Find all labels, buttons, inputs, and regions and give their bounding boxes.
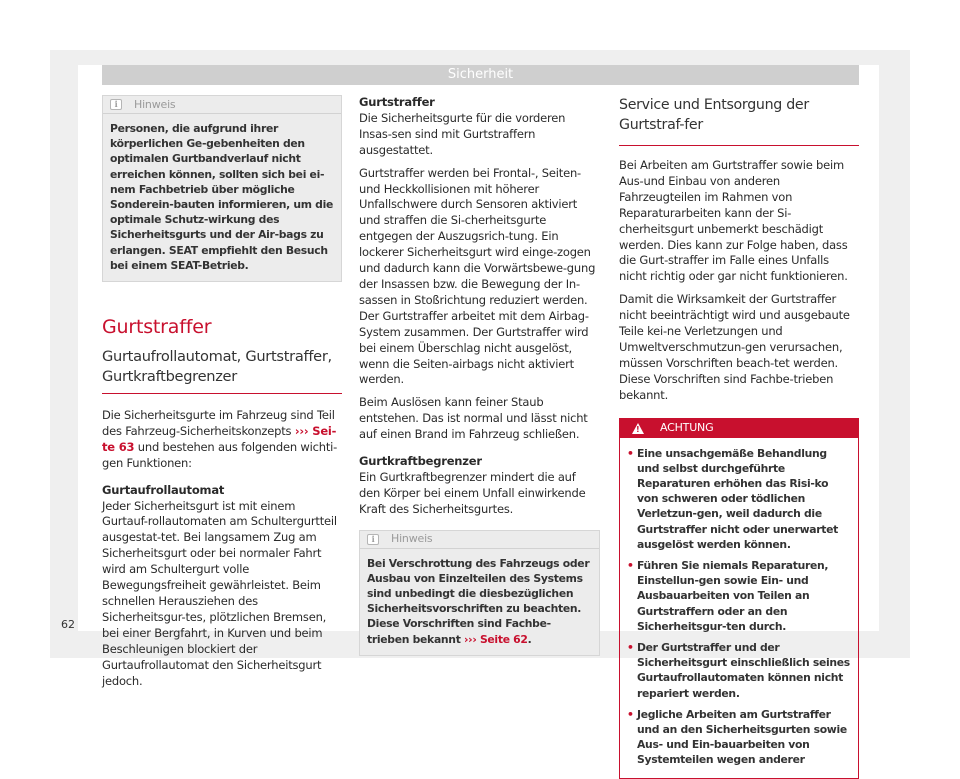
warning-label: ACHTUNG <box>660 421 714 435</box>
note-text: Personen, die aufgrund ihrer körperlichen Ge-gebenheiten den optimalen Gurtbandverlauf nicht erreichen können, sollten sich bei ei-nem Fachbetrieb über mögliche Sonderein-bauten informieren, um die optimale Schutz-wirkung des Sicherheitsgurts und der Air-bags zu erlangen. SEAT empfiehlt den Besuch bei einem SEAT-Betrieb. <box>110 122 334 272</box>
warning-body <box>620 438 858 778</box>
note-text-end: . <box>527 632 532 646</box>
column-right <box>619 95 859 779</box>
note-label: Hinweis <box>134 97 176 111</box>
subsection-title: Gurtaufrollautomat <box>102 482 225 497</box>
warning-item-text: Der Gurtstraffer und der Sicherheitsgurt einschließlich seines Gurtaufrollautomaten können nicht repariert werden. <box>637 641 850 700</box>
subsection-title: Gurtkraftbegrenzer <box>359 454 482 469</box>
paragraph: Ein Gurtkraftbegrenzer mindert die auf den Körper bei einem Unfall einwirkende Kraft des Sicherheitsgurtes. <box>359 469 586 516</box>
section-header-title: Sicherheit <box>447 67 514 82</box>
section-header-bar <box>102 65 859 85</box>
warning-item-text: Führen Sie niemals Reparaturen, Einstellun-gen sowie Ein- und Ausbauarbeiten von Teilen an Gurtstraffern oder an den Sicherheitsgur-ten durch. <box>637 559 829 633</box>
info-icon: i <box>367 534 379 545</box>
bullet-icon: • <box>627 446 634 460</box>
note-box <box>359 530 600 656</box>
info-icon: i <box>110 99 122 110</box>
warning-item <box>627 446 851 552</box>
intro-text-end: und bestehen aus folgenden wichti-gen Funktionen: <box>102 439 338 470</box>
chapter-heading: Gurtstraffer <box>102 316 212 339</box>
column-left <box>102 95 342 696</box>
note-text-body: Bei Verschrottung des Fahrzeugs oder Ausbau von Einzelteilen des Systems sind unbedingt die diesbezüglichen Sicherheitsvorschriften zu beachten. Diese Vorschriften sind Fachbe-trieben bekannt <box>367 556 590 646</box>
note-text <box>360 549 599 655</box>
subsection-title: Gurtstraffer <box>359 95 435 109</box>
warning-box <box>619 418 859 779</box>
warning-item-text: Eine unsachgemäße Behandlung und selbst durchgeführte Reparaturen erhöhen das Risi-ko von schweren oder tödlichen Verletzun-gen, weil dadurch die Gurtstraffer nicht oder unerwartet ausgelöst werden können. <box>637 446 839 551</box>
paragraph: Beim Auslösen kann feiner Staub entstehen. Das ist normal und lässt nicht auf einen Brand im Fahrzeug schließen. <box>359 395 588 442</box>
bullet-icon: • <box>627 641 634 655</box>
paragraph: Gurtstraffer werden bei Frontal-, Seiten- und Heckkollisionen mit höherer Unfallschwere durch Sensoren aktiviert und straffen die Si-cherheitsgurte entgegen der Auszugsrich-tung. Ein lockerer Sicherheitsgurt wird einge-zogen und dadurch kann die Vorwärtsbewe-gung der Insassen bzw. die Bewegung der In-sassen in Stoßrichtung reduziert werden. Der Gurtstraffer arbeitet mit dem Airbag-System zusammen. Der Gurtstraffer wird bei einem Überschlag nicht ausgelöst, wenn die Seiten-airbags nicht aktiviert werden. <box>359 165 596 387</box>
bullet-icon: • <box>627 707 634 721</box>
page-reference-link[interactable]: ››› Sei-te 63 <box>102 423 337 454</box>
note-box <box>102 95 342 282</box>
warning-header <box>620 419 858 438</box>
page-reference-link[interactable]: ››› Seite 62 <box>464 632 528 646</box>
warning-icon: ! <box>632 423 644 434</box>
bullet-icon: • <box>627 559 634 573</box>
warning-item <box>627 707 851 768</box>
warning-item <box>627 640 851 701</box>
paragraph: Die Sicherheitsgurte für die vorderen Insas-sen sind mit Gurtstraffern ausgestattet. <box>359 110 566 157</box>
column-middle <box>359 95 600 656</box>
intro-text-start: Die Sicherheitsgurte im Fahrzeug sind Teil des Fahrzeug-Sicherheitskonzepts <box>102 408 335 438</box>
page-number: 62 <box>61 618 75 631</box>
subsection-paragraph: Jeder Sicherheitsgurt ist mit einem Gurtauf-rollautomaten am Schultergurtteil ausgestat-tet. Bei langsamem Zug am Sicherheitsgurt oder bei normaler Fahrt wird am Schultergurt volle Bewegungsfreiheit gewährleistet. Beim schnellen Herausziehen des Sicherheitsgur-tes, plötzlichen Bremsen, bei einer Bergfahrt, in Kurven und beim Beschleunigen blockiert der Gurtaufrollautomat den Sicherheitsgurt jedoch. <box>102 498 337 688</box>
note-header <box>360 531 599 549</box>
section-subheading: Gurtaufrollautomat, Gurtstraffer, Gurtkraftbegrenzer <box>102 347 342 394</box>
warning-item <box>627 558 851 634</box>
intro-paragraph <box>102 408 342 472</box>
section-heading: Service und Entsorgung der Gurtstraf-fer <box>619 95 859 146</box>
paragraph: Damit die Wirksamkeit der Gurtstraffer nicht beeinträchtigt wird und ausgebaute Teile kei-ne Verletzungen und Umweltverschmutzun-gen verursachen, müssen Vorschriften beach-tet werden. Diese Vorschriften sind Fachbe-trieben bekannt. <box>619 292 850 402</box>
paragraph: Bei Arbeiten am Gurtstraffer sowie beim Aus-und Einbau von anderen Fahrzeugteilen im Rahmen von Reparaturarbeiten kann der Si-cherheitsgurt unbemerkt beschädigt werden. Dies kann zur Folge haben, dass die Gurt-straffer im Falle eines Unfalls nicht richtig oder gar nicht funktionieren. <box>619 158 848 284</box>
note-header <box>103 96 341 114</box>
note-label: Hinweis <box>391 532 433 546</box>
warning-item-text: Jegliche Arbeiten am Gurtstraffer und an den Sicherheitsgurten sowie Aus- und Ein-bauarbeiten von Systemteilen wegen anderer <box>637 707 847 767</box>
